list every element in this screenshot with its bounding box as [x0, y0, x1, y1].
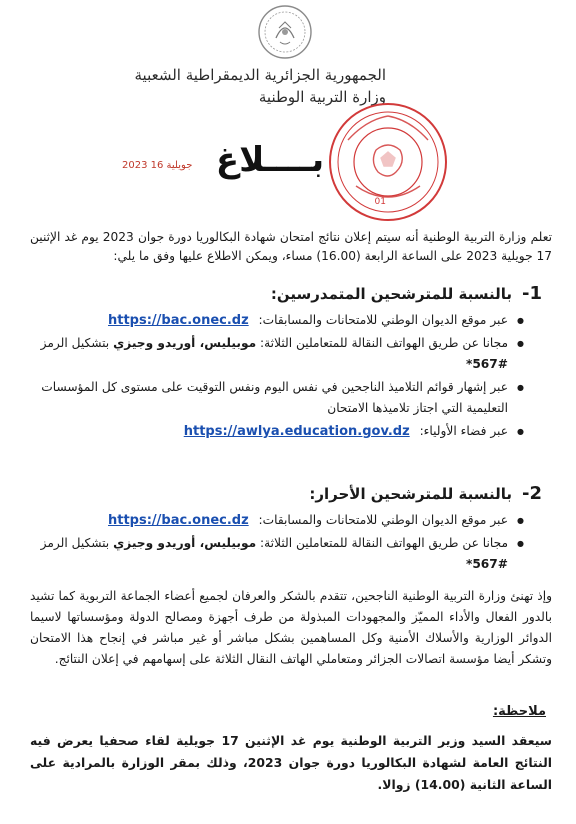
ussd-code: #567* — [465, 357, 508, 371]
bullet-text: مجانا عن طريق الهواتف النقالة للمتعاملين الثلاثة: — [260, 536, 508, 550]
section-title: بالنسبة للمترشحين المتمدرسين: — [270, 285, 512, 303]
page-title: بــــلاغ — [215, 140, 325, 180]
onec-link[interactable]: https://bac.onec.dz — [108, 513, 249, 528]
list-item — [24, 333, 524, 375]
bullet-suffix: بتشكيل الرمز — [40, 336, 110, 350]
date-stamp: 2023 جويلية 16 — [122, 160, 193, 171]
list-item — [24, 533, 524, 575]
official-stamp-icon — [326, 100, 450, 224]
bullet-text: مجانا عن طريق الهواتف النقالة للمتعاملين الثلاثة: — [260, 336, 508, 350]
section-number: 1- — [521, 283, 542, 304]
section-1-list — [24, 310, 524, 444]
list-item — [24, 510, 524, 531]
note-label: ملاحظة: — [492, 704, 546, 719]
onec-link[interactable]: https://bac.onec.dz — [108, 313, 249, 328]
section-1-heading — [271, 283, 542, 304]
bullet-suffix: بتشكيل الرمز — [40, 536, 110, 550]
closing-paragraph: وإذ تهنئ وزارة التربية الوطنية الناجحين، تتقدم بالشكر والعرفان لجميع أعضاء الجماعة التربوية كما تشيد بالدور الفعال والأداء المميّز والمجهودات المبذولة من طرف أجهزة ومصالح الدولة ومؤسساتها لاسيما الدوائر الوزارية والأسلاك الأمنية وكل المساهمين بشكل مباشر أو غير مباشر في إنجاح هذا الامتحان وتشكر أيضا مؤسسة اتصالات الجزائر ومتعاملي الهاتف النقال الثلاثة على إسهامهم في إعلان النتائج. — [30, 589, 552, 666]
operators-text: موبيليس، أوريدو وجيزي — [113, 336, 257, 350]
ussd-code: #567* — [465, 557, 508, 571]
bullet-text: عبر إشهار قوائم التلاميذ الناجحين في نفس اليوم ونفس التوقيت على مستوى كل المؤسسات التعليمية التي اجتاز تلاميذها الامتحان — [41, 380, 508, 415]
operators-text: موبيليس، أوريدو وجيزي — [113, 536, 257, 550]
intro-paragraph: تعلم وزارة التربية الوطنية أنه سيتم إعلان نتائج امتحان شهادة البكالوريا دورة جوان 2023 يوم غد الإثنين 17 جويلية 2023 على الساعة الرابعة (16.00) مساء، ويمكن الاطلاع عليها وفق ما يلي: — [30, 230, 552, 263]
bullet-text: عبر موقع الديوان الوطني للامتحانات والمسابقات: — [258, 513, 508, 527]
section-number: 2- — [521, 483, 542, 504]
section-2-heading — [309, 483, 542, 504]
section-2-list — [24, 510, 524, 577]
list-item — [24, 421, 524, 442]
bullet-text: عبر موقع الديوان الوطني للامتحانات والمسابقات: — [258, 313, 508, 327]
awlya-link[interactable]: https://awlya.education.gov.dz — [183, 424, 410, 439]
list-item — [24, 310, 524, 331]
algeria-emblem-icon — [256, 4, 314, 60]
svg-text:01: 01 — [374, 197, 386, 207]
republic-name: الجمهورية الجزائرية الديمقراطية الشعبية — [134, 66, 386, 84]
section-title: بالنسبة للمترشحين الأحرار: — [309, 485, 512, 503]
note-paragraph: سيعقد السيد وزير التربية الوطنية يوم غد الإثنين 17 جويلية لقاء صحفيا يعرض فيه النتائج العامة لشهادة البكالوريا دورة جوان 2023، وذلك بمقر الوزارة بالمرادية على الساعة الثانية (14.00) زوالا. — [30, 733, 552, 792]
ministry-name: وزارة التربية الوطنية — [258, 88, 386, 106]
bullet-text: عبر فضاء الأولياء: — [419, 424, 508, 438]
list-item — [24, 377, 524, 419]
